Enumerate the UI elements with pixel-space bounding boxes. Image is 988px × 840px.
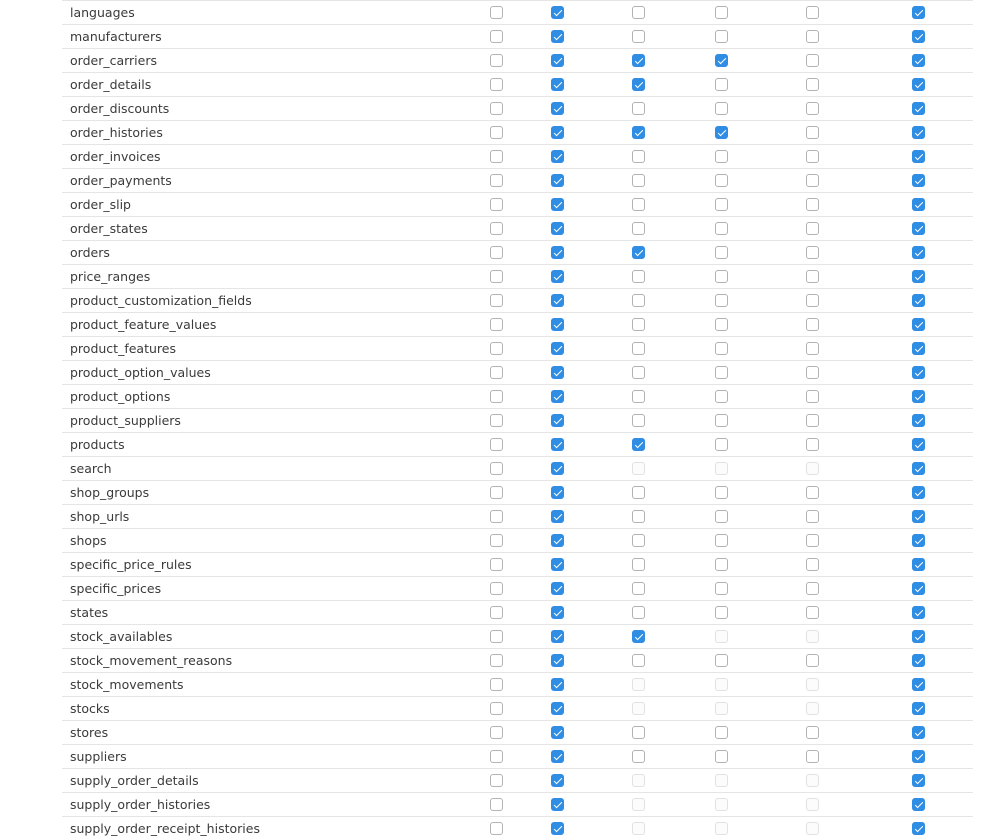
permission-checkbox[interactable] <box>632 198 645 211</box>
permission-checkbox[interactable] <box>715 558 728 571</box>
permission-checkbox[interactable] <box>715 54 728 67</box>
permission-checkbox <box>715 678 728 691</box>
permission-checkbox[interactable] <box>551 294 564 307</box>
permission-checkbox[interactable] <box>912 414 925 427</box>
resource-name: product_options <box>70 389 171 404</box>
permission-checkbox[interactable] <box>490 174 503 187</box>
table-row <box>62 432 973 456</box>
permission-checkbox[interactable] <box>551 78 564 91</box>
permission-checkbox[interactable] <box>806 438 819 451</box>
permission-checkbox[interactable] <box>806 30 819 43</box>
permission-checkbox[interactable] <box>912 270 925 283</box>
table-row <box>62 744 973 768</box>
permission-checkbox[interactable] <box>806 222 819 235</box>
permission-checkbox[interactable] <box>715 486 728 499</box>
permission-checkbox[interactable] <box>715 654 728 667</box>
resource-name: supply_order_receipt_histories <box>70 821 260 836</box>
permission-checkbox[interactable] <box>912 798 925 811</box>
permission-checkbox[interactable] <box>551 414 564 427</box>
permission-checkbox[interactable] <box>632 6 645 19</box>
table-row <box>62 504 973 528</box>
permission-checkbox[interactable] <box>490 198 503 211</box>
permission-checkbox[interactable] <box>551 198 564 211</box>
table-row <box>62 264 973 288</box>
permission-checkbox[interactable] <box>551 126 564 139</box>
permission-checkbox[interactable] <box>632 318 645 331</box>
resource-name: shops <box>70 533 107 548</box>
permission-checkbox[interactable] <box>912 102 925 115</box>
permission-checkbox[interactable] <box>912 606 925 619</box>
permission-checkbox <box>632 774 645 787</box>
permission-checkbox <box>715 798 728 811</box>
permission-checkbox[interactable] <box>632 414 645 427</box>
resource-name: product_option_values <box>70 365 211 380</box>
permission-checkbox[interactable] <box>806 126 819 139</box>
resource-name: specific_prices <box>70 581 162 596</box>
resource-name: shop_groups <box>70 485 150 500</box>
permission-checkbox[interactable] <box>490 30 503 43</box>
permission-checkbox[interactable] <box>806 198 819 211</box>
resource-name: stock_movement_reasons <box>70 653 233 668</box>
permission-checkbox <box>715 822 728 835</box>
permission-checkbox[interactable] <box>490 822 503 835</box>
permission-checkbox[interactable] <box>806 582 819 595</box>
permission-checkbox[interactable] <box>806 606 819 619</box>
permission-checkbox[interactable] <box>632 270 645 283</box>
permission-checkbox[interactable] <box>551 558 564 571</box>
permission-checkbox[interactable] <box>632 102 645 115</box>
permission-checkbox[interactable] <box>490 390 503 403</box>
resource-name: order_states <box>70 221 148 236</box>
permission-checkbox[interactable] <box>490 222 503 235</box>
permission-checkbox[interactable] <box>551 726 564 739</box>
table-row <box>62 48 973 72</box>
permission-checkbox[interactable] <box>912 294 925 307</box>
permission-checkbox[interactable] <box>806 54 819 67</box>
permission-checkbox[interactable] <box>551 678 564 691</box>
permission-checkbox[interactable] <box>490 270 503 283</box>
resource-name: order_histories <box>70 125 163 140</box>
table-row <box>62 72 973 96</box>
permission-checkbox[interactable] <box>806 294 819 307</box>
table-row <box>62 240 973 264</box>
resource-name: product_features <box>70 341 176 356</box>
resource-name: orders <box>70 245 110 260</box>
permission-checkbox[interactable] <box>806 342 819 355</box>
permission-checkbox[interactable] <box>490 318 503 331</box>
permission-checkbox[interactable] <box>632 78 645 91</box>
permission-checkbox[interactable] <box>551 750 564 763</box>
table-row <box>62 0 973 24</box>
permission-checkbox[interactable] <box>715 582 728 595</box>
permission-checkbox[interactable] <box>632 510 645 523</box>
permission-checkbox[interactable] <box>912 126 925 139</box>
permission-checkbox[interactable] <box>632 174 645 187</box>
permission-checkbox[interactable] <box>551 342 564 355</box>
resource-name: stocks <box>70 701 110 716</box>
permission-checkbox[interactable] <box>490 150 503 163</box>
permission-checkbox[interactable] <box>806 390 819 403</box>
permission-checkbox[interactable] <box>490 102 503 115</box>
permission-checkbox <box>806 630 819 643</box>
permission-checkbox[interactable] <box>632 150 645 163</box>
permission-checkbox[interactable] <box>632 534 645 547</box>
permission-checkbox[interactable] <box>715 414 728 427</box>
permission-checkbox[interactable] <box>490 558 503 571</box>
permission-checkbox <box>806 798 819 811</box>
permission-checkbox <box>632 822 645 835</box>
permission-checkbox[interactable] <box>551 318 564 331</box>
permission-checkbox[interactable] <box>912 174 925 187</box>
permission-checkbox[interactable] <box>806 510 819 523</box>
permission-checkbox <box>632 462 645 475</box>
resource-name: product_customization_fields <box>70 293 252 308</box>
permission-checkbox[interactable] <box>806 270 819 283</box>
permission-checkbox[interactable] <box>715 102 728 115</box>
permission-checkbox[interactable] <box>490 54 503 67</box>
permission-checkbox[interactable] <box>551 774 564 787</box>
table-row <box>62 168 973 192</box>
permission-checkbox[interactable] <box>551 246 564 259</box>
table-row <box>62 696 973 720</box>
permission-checkbox[interactable] <box>632 726 645 739</box>
permission-checkbox[interactable] <box>715 750 728 763</box>
table-row <box>62 768 973 792</box>
permission-checkbox <box>806 462 819 475</box>
permission-checkbox[interactable] <box>715 318 728 331</box>
permission-checkbox <box>806 702 819 715</box>
permission-checkbox[interactable] <box>715 342 728 355</box>
permission-checkbox[interactable] <box>632 366 645 379</box>
resource-name: suppliers <box>70 749 127 764</box>
permission-checkbox[interactable] <box>912 534 925 547</box>
permission-checkbox[interactable] <box>551 702 564 715</box>
resource-name: products <box>70 437 125 452</box>
permission-checkbox <box>715 702 728 715</box>
resource-name: search <box>70 461 112 476</box>
permission-checkbox[interactable] <box>490 726 503 739</box>
permission-checkbox[interactable] <box>912 654 925 667</box>
table-row <box>62 648 973 672</box>
permission-checkbox[interactable] <box>490 678 503 691</box>
permission-checkbox[interactable] <box>490 534 503 547</box>
permission-checkbox[interactable] <box>551 174 564 187</box>
permission-checkbox[interactable] <box>551 486 564 499</box>
table-row <box>62 96 973 120</box>
permission-checkbox[interactable] <box>632 606 645 619</box>
permission-checkbox[interactable] <box>912 750 925 763</box>
permission-checkbox[interactable] <box>912 342 925 355</box>
permission-checkbox[interactable] <box>632 750 645 763</box>
permission-checkbox[interactable] <box>912 222 925 235</box>
permission-checkbox[interactable] <box>912 678 925 691</box>
permission-checkbox[interactable] <box>632 438 645 451</box>
permission-checkbox[interactable] <box>715 198 728 211</box>
permission-checkbox[interactable] <box>715 222 728 235</box>
permission-checkbox[interactable] <box>632 246 645 259</box>
table-row <box>62 552 973 576</box>
permission-checkbox[interactable] <box>912 438 925 451</box>
resource-name: price_ranges <box>70 269 151 284</box>
permissions-table <box>62 0 973 840</box>
permission-checkbox[interactable] <box>551 438 564 451</box>
permission-checkbox[interactable] <box>490 246 503 259</box>
permission-checkbox[interactable] <box>806 534 819 547</box>
permission-checkbox[interactable] <box>490 462 503 475</box>
resource-name: specific_price_rules <box>70 557 192 572</box>
table-row <box>62 576 973 600</box>
permission-checkbox[interactable] <box>912 774 925 787</box>
permission-checkbox[interactable] <box>490 294 503 307</box>
permission-checkbox <box>715 774 728 787</box>
permission-checkbox[interactable] <box>490 366 503 379</box>
permission-checkbox[interactable] <box>912 78 925 91</box>
permission-checkbox <box>715 462 728 475</box>
table-row <box>62 216 973 240</box>
table-row <box>62 816 973 840</box>
table-row <box>62 528 973 552</box>
permission-checkbox[interactable] <box>490 654 503 667</box>
resource-name: order_payments <box>70 173 172 188</box>
permission-checkbox[interactable] <box>551 30 564 43</box>
permission-checkbox[interactable] <box>632 30 645 43</box>
permission-checkbox[interactable] <box>490 486 503 499</box>
permission-checkbox[interactable] <box>551 102 564 115</box>
permission-checkbox[interactable] <box>551 582 564 595</box>
permission-checkbox[interactable] <box>632 582 645 595</box>
permission-checkbox[interactable] <box>806 246 819 259</box>
table-row <box>62 720 973 744</box>
resource-name: order_slip <box>70 197 131 212</box>
permission-checkbox[interactable] <box>912 198 925 211</box>
permission-checkbox[interactable] <box>490 582 503 595</box>
permission-checkbox[interactable] <box>912 486 925 499</box>
resource-name: order_carriers <box>70 53 157 68</box>
permission-checkbox[interactable] <box>715 246 728 259</box>
table-row <box>62 360 973 384</box>
permission-checkbox[interactable] <box>806 102 819 115</box>
permission-checkbox[interactable] <box>490 414 503 427</box>
permission-checkbox[interactable] <box>490 750 503 763</box>
permission-checkbox[interactable] <box>715 534 728 547</box>
table-row <box>62 408 973 432</box>
permission-checkbox[interactable] <box>715 366 728 379</box>
permission-checkbox[interactable] <box>551 366 564 379</box>
permission-checkbox[interactable] <box>912 6 925 19</box>
resource-name: stores <box>70 725 109 740</box>
resource-name: order_invoices <box>70 149 161 164</box>
permission-checkbox <box>632 702 645 715</box>
permission-checkbox[interactable] <box>912 510 925 523</box>
permission-checkbox[interactable] <box>912 150 925 163</box>
permission-checkbox[interactable] <box>806 366 819 379</box>
permission-checkbox[interactable] <box>912 246 925 259</box>
permission-checkbox[interactable] <box>490 510 503 523</box>
permission-checkbox[interactable] <box>806 414 819 427</box>
permission-checkbox[interactable] <box>715 78 728 91</box>
permission-checkbox[interactable] <box>490 438 503 451</box>
permission-checkbox <box>715 630 728 643</box>
permission-checkbox[interactable] <box>551 654 564 667</box>
permission-checkbox[interactable] <box>490 774 503 787</box>
permission-checkbox[interactable] <box>912 54 925 67</box>
permission-checkbox[interactable] <box>715 294 728 307</box>
permission-checkbox[interactable] <box>632 630 645 643</box>
table-row <box>62 336 973 360</box>
permission-checkbox[interactable] <box>912 582 925 595</box>
resource-name: manufacturers <box>70 29 162 44</box>
table-row <box>62 600 973 624</box>
resource-name: stock_availables <box>70 629 173 644</box>
permission-checkbox <box>632 798 645 811</box>
permission-checkbox[interactable] <box>490 6 503 19</box>
permission-checkbox[interactable] <box>632 390 645 403</box>
table-row <box>62 120 973 144</box>
table-row <box>62 312 973 336</box>
table-row <box>62 288 973 312</box>
permission-checkbox[interactable] <box>715 30 728 43</box>
permission-checkbox[interactable] <box>551 630 564 643</box>
permission-checkbox <box>806 822 819 835</box>
resource-name: supply_order_details <box>70 773 199 788</box>
permission-checkbox[interactable] <box>490 78 503 91</box>
resource-name: order_details <box>70 77 152 92</box>
resource-name: languages <box>70 5 135 20</box>
resource-name: stock_movements <box>70 677 184 692</box>
permission-checkbox <box>806 678 819 691</box>
permission-checkbox[interactable] <box>632 558 645 571</box>
permission-checkbox[interactable] <box>806 726 819 739</box>
permission-checkbox[interactable] <box>715 438 728 451</box>
permission-checkbox[interactable] <box>551 54 564 67</box>
permission-checkbox[interactable] <box>490 702 503 715</box>
permission-checkbox[interactable] <box>490 630 503 643</box>
table-row <box>62 624 973 648</box>
permission-checkbox[interactable] <box>806 750 819 763</box>
permission-checkbox[interactable] <box>806 558 819 571</box>
permission-checkbox[interactable] <box>715 174 728 187</box>
permission-checkbox[interactable] <box>715 510 728 523</box>
permission-checkbox[interactable] <box>632 222 645 235</box>
permission-checkbox[interactable] <box>715 606 728 619</box>
permission-checkbox[interactable] <box>490 126 503 139</box>
permission-checkbox[interactable] <box>912 366 925 379</box>
permission-checkbox[interactable] <box>715 150 728 163</box>
permission-checkbox[interactable] <box>551 462 564 475</box>
permission-checkbox <box>806 774 819 787</box>
permission-checkbox[interactable] <box>632 54 645 67</box>
permission-checkbox[interactable] <box>806 318 819 331</box>
permission-checkbox[interactable] <box>912 630 925 643</box>
permission-checkbox[interactable] <box>632 126 645 139</box>
permission-checkbox[interactable] <box>912 390 925 403</box>
permission-checkbox[interactable] <box>551 798 564 811</box>
table-row <box>62 384 973 408</box>
permission-checkbox[interactable] <box>490 606 503 619</box>
permission-checkbox[interactable] <box>715 726 728 739</box>
permission-checkbox[interactable] <box>632 342 645 355</box>
table-row <box>62 192 973 216</box>
permission-checkbox[interactable] <box>551 6 564 19</box>
table-row <box>62 24 973 48</box>
permission-checkbox[interactable] <box>912 822 925 835</box>
permission-checkbox <box>632 678 645 691</box>
permission-checkbox[interactable] <box>551 534 564 547</box>
permission-checkbox[interactable] <box>551 270 564 283</box>
table-row <box>62 480 973 504</box>
resource-name: shop_urls <box>70 509 130 524</box>
resource-name: states <box>70 605 109 620</box>
permission-checkbox[interactable] <box>632 654 645 667</box>
permission-checkbox[interactable] <box>806 486 819 499</box>
permission-checkbox[interactable] <box>806 174 819 187</box>
permission-checkbox[interactable] <box>551 150 564 163</box>
permission-checkbox[interactable] <box>912 726 925 739</box>
permission-checkbox[interactable] <box>715 6 728 19</box>
permission-checkbox[interactable] <box>912 558 925 571</box>
table-row <box>62 144 973 168</box>
permission-checkbox[interactable] <box>806 78 819 91</box>
permission-checkbox[interactable] <box>551 390 564 403</box>
table-row <box>62 456 973 480</box>
resource-name: order_discounts <box>70 101 170 116</box>
permission-checkbox[interactable] <box>551 510 564 523</box>
resource-name: supply_order_histories <box>70 797 211 812</box>
permission-checkbox[interactable] <box>912 462 925 475</box>
table-row <box>62 792 973 816</box>
resource-name: product_suppliers <box>70 413 181 428</box>
permission-checkbox[interactable] <box>715 270 728 283</box>
resource-name: product_feature_values <box>70 317 217 332</box>
permission-checkbox[interactable] <box>490 798 503 811</box>
permission-checkbox[interactable] <box>806 6 819 19</box>
permission-checkbox[interactable] <box>551 222 564 235</box>
permission-checkbox[interactable] <box>912 702 925 715</box>
permission-checkbox[interactable] <box>632 486 645 499</box>
permission-checkbox[interactable] <box>912 30 925 43</box>
table-row <box>62 672 973 696</box>
permission-checkbox[interactable] <box>912 318 925 331</box>
permission-checkbox[interactable] <box>715 390 728 403</box>
permission-checkbox[interactable] <box>551 822 564 835</box>
permission-checkbox[interactable] <box>490 342 503 355</box>
permission-checkbox[interactable] <box>806 654 819 667</box>
permission-checkbox[interactable] <box>632 294 645 307</box>
permission-checkbox[interactable] <box>551 606 564 619</box>
permission-checkbox[interactable] <box>715 126 728 139</box>
permission-checkbox[interactable] <box>806 150 819 163</box>
